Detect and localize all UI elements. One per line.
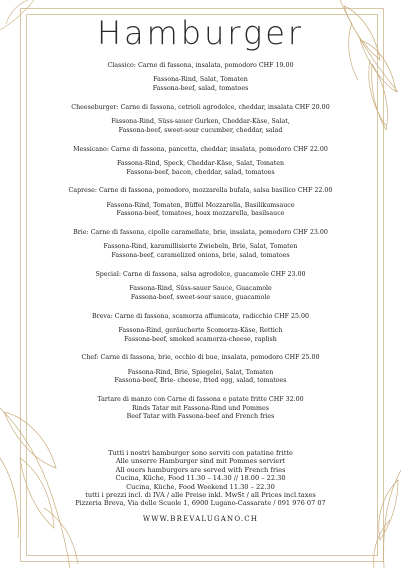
footer-address: Pizzeria Breva, Via delle Scuole 1, 6900 Lugano-Cassarate / 091 976 07 07: [75, 499, 326, 508]
menu-item-english: Fassona-beef, sweet-sour cucumber, cheddar, salad: [118, 126, 283, 134]
menu-item-heading: Messicano: Carne di fassona, pancetta, cheddar, insalata, pomodoro CHF 22.00: [73, 145, 328, 153]
menu-item-chef: [52, 354, 349, 386]
menu-item-german: Fassona-Rind, Tomaten, Büffel Mozzarella, Basilikumsauce: [106, 201, 295, 209]
menu-item-special: [52, 271, 349, 303]
menu-item-breva: [52, 313, 349, 345]
menu-item-cheeseburger: [52, 104, 349, 136]
menu-item-german: Fassona-Rind, Brie, Spiegelei, Salat, Tomaten: [127, 368, 274, 376]
menu-item-german: Fassona-Rind, geräucherte Scomorza-Käse, Rettich: [118, 326, 283, 334]
menu-item-german: Rinds Tatar mit Fassona-Rind und Pommes: [132, 404, 269, 412]
menu-item-english: Fassona-beef, Brie- cheese, fried egg, salad, tomatoes: [114, 377, 287, 385]
menu-item-heading: Chef: Carne di fassona, brie, occhio di bue, insalata, pomodoro CHF 25.00: [81, 354, 320, 362]
menu-item-heading: Special: Carne di fassona, salsa agrodolce, guacamole CHF 23.00: [95, 270, 306, 278]
page-title: Hamburger: [96, 14, 305, 52]
menu-item-english: Fassona-beef, tomatoes, hoax mozzarella, basilsauce: [116, 210, 285, 218]
menu-item-english: Fassona-beef, caramelized onions, brie, salad, tomatoes: [111, 252, 290, 260]
menu-item-german: Fassona-Rind, Salat, Tomaten: [153, 76, 248, 84]
footer-line: All ouers hamburgers are served with French fries: [115, 465, 286, 474]
menu-item-heading: Classico: Carne di fassona, insalata, pomodoro CHF 19.00: [107, 62, 294, 69]
menu-item-classico: [52, 62, 349, 94]
footer-hours: Cucina, Küche, Food 11.30 – 14.30 // 18.00 – 22.30: [115, 474, 286, 483]
menu-item-tartare: [52, 396, 349, 422]
footer-line: Alle unserre Hamburger sind mit Pommes serviert: [115, 457, 286, 466]
footer-info: [40, 449, 361, 508]
menu-item-heading: Caprese: Carne di fassona, pomodoro, mozzarella bufala, salsa basilico CHF 22.00: [68, 187, 333, 195]
burger-menu-list: [52, 62, 349, 432]
menu-item-english: Fassona-beef, bacon, cheddar, salad, tomatoes: [126, 168, 275, 176]
menu-item-heading: Brie: Carne di fassona, cipolle caramellate, brie, insalata, pomodoro CHF 23.00: [73, 229, 328, 237]
menu-item-german: Fassona-Rind, Süss-sauer Sauce, Guacamole: [129, 285, 272, 293]
menu-item-heading: Breva: Carne di fassona, scamorza affumicata, radicchio CHF 25.00: [92, 312, 309, 320]
menu-item-english: Beef Tatar with Fassona-beef and French fries: [126, 413, 275, 421]
menu-item-german: Fassona-Rind, Speck, Cheddar-Käse, Salat, Tomaten: [116, 159, 285, 167]
menu-item-messicano: [52, 146, 349, 178]
menu-item-heading: Tartare di manzo con Carne di fassona e patate fritte CHF 32.00: [97, 396, 304, 404]
menu-item-english: Fassona-beef, salad, tomatoes: [152, 84, 249, 92]
menu-item-heading: Cheeseburger: Carne di fassona, cetrioli agrodolce, cheddar, insalata CHF 20.00: [71, 103, 330, 111]
footer-prices-note: tutti i prezzi incl. di IVA / alle Preise inkl. MwSt / all Prices incl.taxes: [85, 491, 316, 500]
menu-item-german: Fassona-Rind, karamillisierte Zwiebeln, Brie, Salat, Tomaten: [103, 243, 298, 251]
menu-item-english: Fassona-beef, sweet-sour sauce, guacamole: [130, 293, 271, 301]
website-link[interactable]: WWW.BREVALUGANO.CH: [142, 515, 259, 523]
footer-line: Tutti i nostri hamburger sono serviti con patatine fritte: [108, 449, 293, 457]
menu-item-brie: [52, 229, 349, 261]
menu-item-caprese: [52, 187, 349, 219]
menu-item-german: Fassona-Rind, Süss-sauer Gurken, Cheddar-Käse, Salat,: [111, 118, 290, 126]
footer-hours-weekend: Cucina, Küche, Food Weekend 11.30 – 22.30: [126, 482, 275, 491]
menu-item-english: Fassona-beef, smoked scamorza-cheese, raplish: [124, 335, 277, 343]
